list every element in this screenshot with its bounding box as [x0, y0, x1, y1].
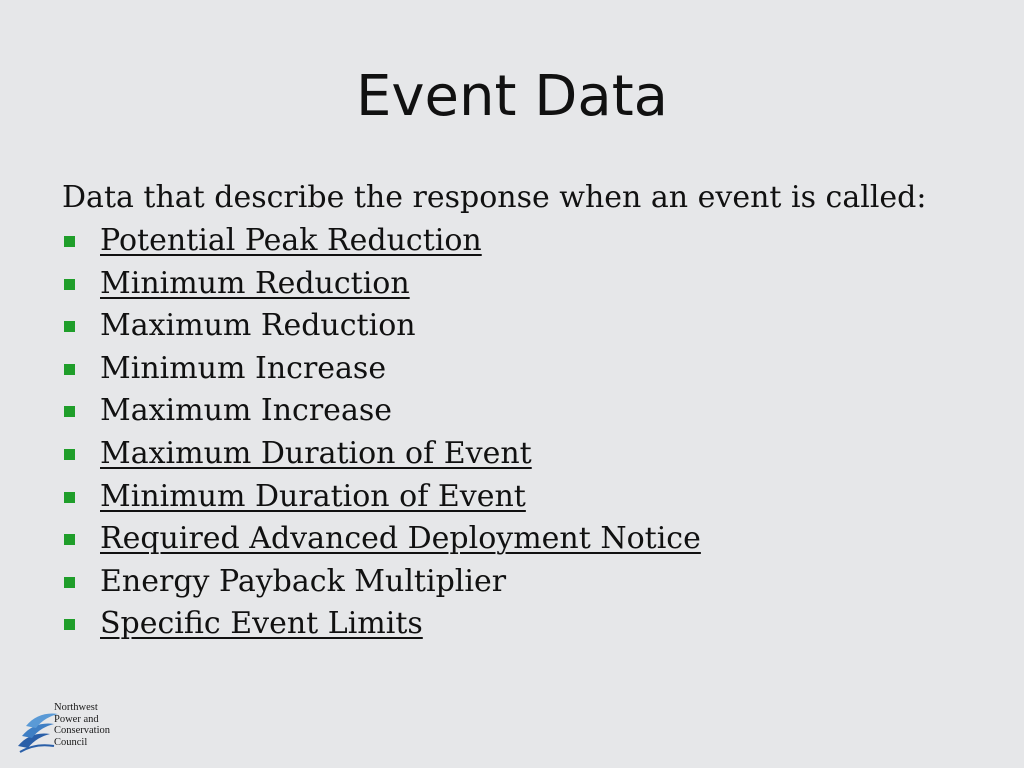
- bullet-text: Maximum Reduction: [100, 308, 416, 344]
- square-bullet-icon: [64, 577, 75, 588]
- square-bullet-icon: [64, 236, 75, 247]
- bullet-item: [62, 305, 982, 348]
- square-bullet-icon: [64, 279, 75, 290]
- bullet-text: Energy Payback Multiplier: [100, 563, 507, 599]
- bullet-link[interactable]: Specific Event Limits: [100, 606, 423, 642]
- bullet-text: Minimum Increase: [100, 350, 387, 386]
- logo-line: Power and: [54, 713, 99, 725]
- bullet-link[interactable]: Minimum Reduction: [100, 265, 410, 301]
- bullet-item[interactable]: [62, 220, 982, 263]
- bullet-item: [62, 561, 982, 604]
- logo-line: Northwest: [54, 702, 98, 713]
- bullet-item[interactable]: [62, 263, 982, 306]
- logo-text: [54, 702, 110, 748]
- square-bullet-icon: [64, 449, 75, 460]
- logo-line: Conservation: [54, 725, 110, 736]
- bullet-item: [62, 390, 982, 433]
- bullet-link[interactable]: Maximum Duration of Event: [100, 435, 532, 471]
- square-bullet-icon: [64, 321, 75, 332]
- bullet-item: [62, 348, 982, 391]
- bullet-text: Maximum Increase: [100, 393, 392, 429]
- square-bullet-icon: [64, 492, 75, 503]
- square-bullet-icon: [64, 364, 75, 375]
- bullet-item[interactable]: [62, 518, 982, 561]
- slide-body: [62, 176, 982, 646]
- bullet-link[interactable]: Required Advanced Deployment Notice: [100, 521, 701, 557]
- square-bullet-icon: [64, 534, 75, 545]
- square-bullet-icon: [64, 619, 75, 630]
- bullet-item[interactable]: [62, 603, 982, 646]
- bullet-item[interactable]: [62, 476, 982, 519]
- square-bullet-icon: [64, 406, 75, 417]
- bullet-list: [62, 220, 982, 646]
- bullet-item[interactable]: [62, 433, 982, 476]
- logo-line: Council: [54, 736, 88, 748]
- council-logo: [16, 702, 146, 758]
- bullet-link[interactable]: Minimum Duration of Event: [100, 478, 526, 514]
- bullet-link[interactable]: Potential Peak Reduction: [100, 223, 482, 258]
- slide-title: Event Data: [356, 64, 668, 129]
- intro-text: Data that describe the response when an event is called:: [62, 180, 927, 215]
